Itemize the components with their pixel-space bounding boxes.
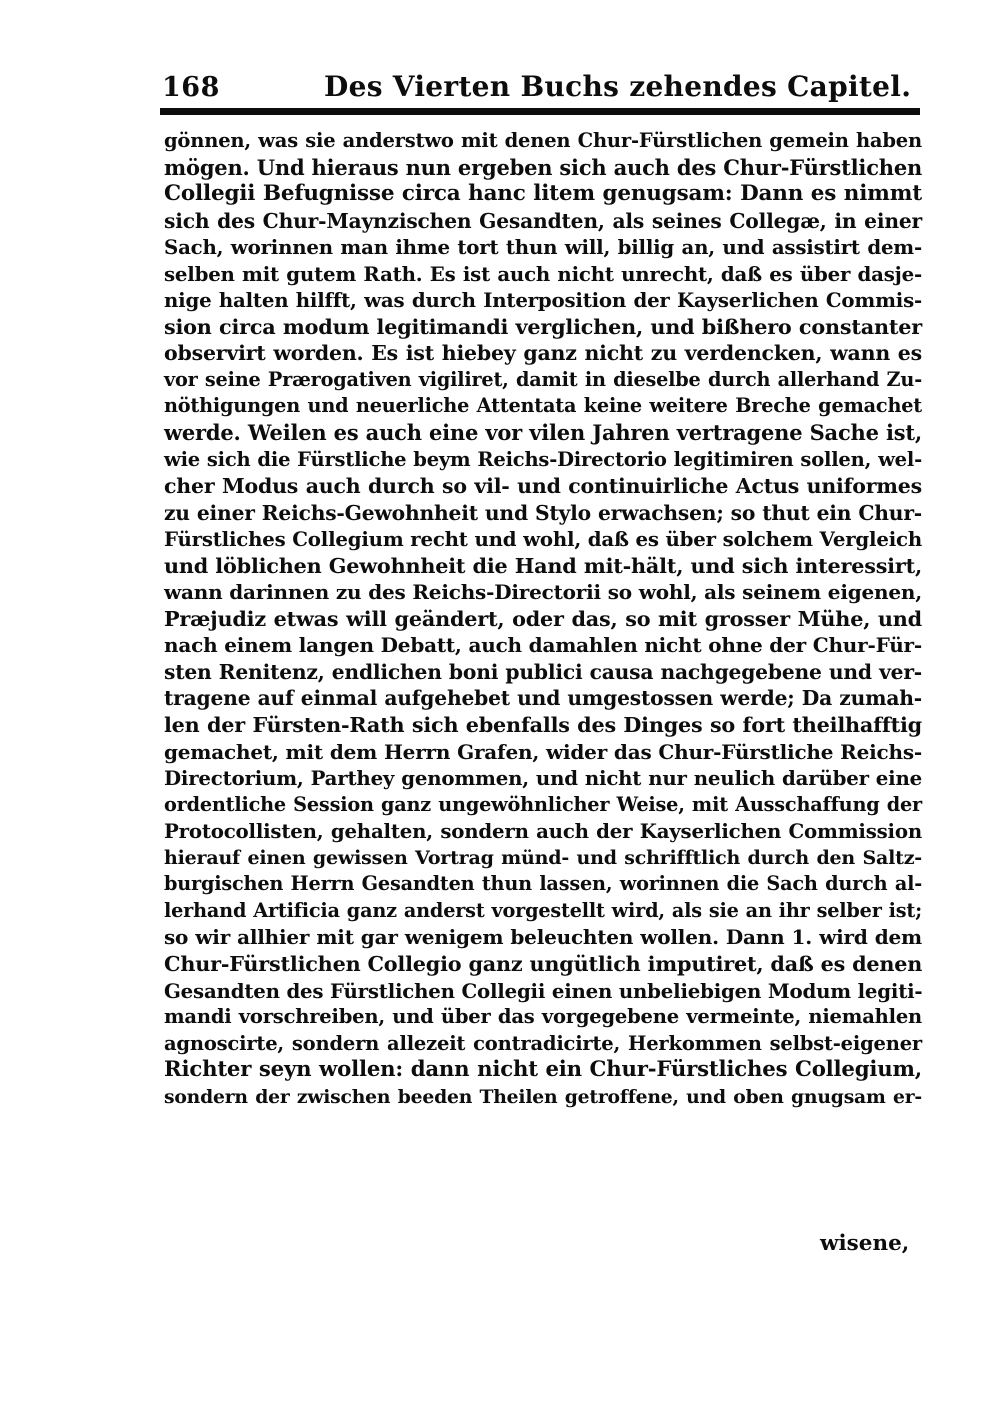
text-line: sion circa modum legitimandi verglichen, und bißhero constanter xyxy=(164,314,922,339)
text-line: selben mit gutem Rath. Es ist auch nicht unrecht, daß es über dasje- xyxy=(164,261,922,286)
text-line: Gesandten des Fürstlichen Collegii einen unbeliebigen Modum legiti- xyxy=(164,978,923,1003)
text-line: Collegii Befugnisse circa hanc litem genugsam: Dann es nimmt xyxy=(164,181,922,207)
text-line: und löblichen Gewohnheit die Hand mit-hält, und sich interessirt, xyxy=(164,553,922,578)
text-line: tragene auf einmal aufgehebet und umgestossen werde; Da zumah- xyxy=(164,686,922,711)
text-line: observirt worden. Es ist hiebey ganz nicht zu verdencken, wann es xyxy=(164,341,922,366)
text-line: agnoscirte, sondern allezeit contradicirte, Herkommen selbst-eigener xyxy=(164,1031,922,1055)
text-line: lerhand Artificia ganz anderst vorgestellt wird, als sie an ihr selber ist; xyxy=(164,898,922,922)
text-line: werde. Weilen es auch eine vor vilen Jahren vertragene Sache ist, xyxy=(164,420,922,446)
text-line: gönnen, was sie anderstwo mit denen Chur-Fürstlichen gemein haben xyxy=(164,129,922,152)
text-line: nige halten hilfft, was durch Interposition der Kayserlichen Commis- xyxy=(164,288,922,313)
text-line: sich des Chur-Maynzischen Gesandten, als seines Collegæ, in einer xyxy=(164,208,922,233)
text-line: len der Fürsten-Rath sich ebenfalls des Dinges so fort theilhafftig xyxy=(164,713,922,738)
text-line: Protocollisten, gehalten, sondern auch der Kayserlichen Commission xyxy=(164,819,922,844)
body-text xyxy=(164,128,922,1110)
catchword: wisene, xyxy=(820,1231,910,1256)
text-line: mögen. Und hieraus nun ergeben sich auch des Chur-Fürstlichen xyxy=(164,154,923,180)
text-line: so wir allhier mit gar wenigem beleuchten wollen. Dann 1. wird dem xyxy=(164,925,922,950)
text-line: sten Renitenz, endlichen boni publici causa nachgegebene und ver- xyxy=(164,659,922,684)
text-line: Directorium, Parthey genommen, und nicht nur neulich darüber eine xyxy=(164,766,922,791)
text-line: mandi vorschreiben, und über das vorgegebene vermeinte, niemahlen xyxy=(164,1005,922,1029)
text-line: zu einer Reichs-Gewohnheit und Stylo erwachsen; so thut ein Chur- xyxy=(164,500,922,525)
text-line: hierauf einen gewissen Vortrag münd- und schrifftlich durch den Saltz- xyxy=(164,846,922,869)
text-line: Richter seyn wollen: dann nicht ein Chur-Fürstliches Collegium, xyxy=(164,1057,922,1083)
header-rule xyxy=(160,108,920,115)
text-line: ordentliche Session ganz ungewöhnlicher Weise, mit Ausschaffung der xyxy=(164,792,922,816)
text-line: nach einem langen Debatt, auch damahlen nicht ohne der Chur-Für- xyxy=(164,633,922,658)
text-line: vor seine Prærogativen vigiliret, damit in dieselbe durch allerhand Zu- xyxy=(164,367,922,391)
running-title: Des Vierten Buchs zehendes Capitel. xyxy=(324,70,912,103)
page-number: 168 xyxy=(162,72,220,103)
text-line: sondern der zwischen beeden Theilen getroffene, und oben gnugsam er- xyxy=(164,1085,922,1108)
text-line: nöthigungen und neuerliche Attentata keine weitere Breche gemachet xyxy=(164,394,922,418)
text-line: Fürstliches Collegium recht und wohl, daß es über solchem Vergleich xyxy=(164,527,922,552)
text-line: cher Modus auch durch so vil- und continuirliche Actus uniformes xyxy=(164,474,922,499)
text-line: wann darinnen zu des Reichs-Directorii so wohl, als seinem eigenen, xyxy=(164,580,922,605)
text-line: Chur-Fürstlichen Collegio ganz ungütlich imputiret, daß es denen xyxy=(164,951,923,976)
text-line: Sach, worinnen man ihme tort thun will, billig an, und assistirt dem- xyxy=(164,235,922,260)
text-line: Præjudiz etwas will geändert, oder das, so mit grosser Mühe, und xyxy=(164,606,922,631)
text-line: gemachet, mit dem Herrn Grafen, wider das Chur-Fürstliche Reichs- xyxy=(164,739,922,764)
text-line: burgischen Herrn Gesandten thun lassen, worinnen die Sach durch al- xyxy=(164,872,922,896)
running-head xyxy=(162,70,920,110)
text-line: wie sich die Fürstliche beym Reichs-Directorio legitimiren sollen, wel- xyxy=(164,447,922,471)
